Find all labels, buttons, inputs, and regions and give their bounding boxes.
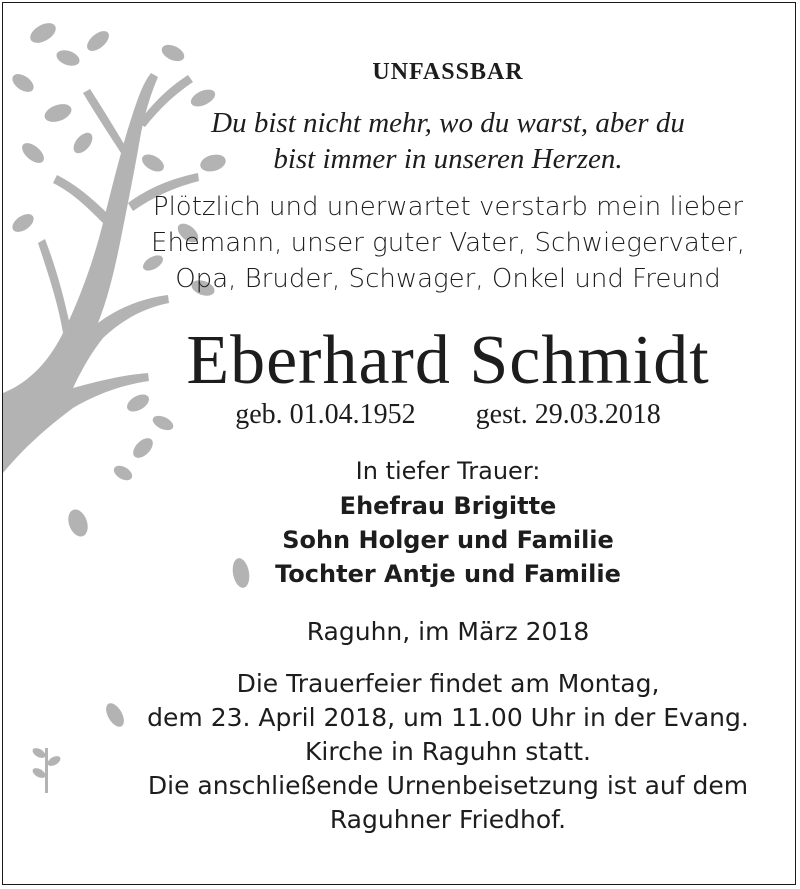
mourner: Tochter Antje und Familie bbox=[275, 560, 621, 588]
quote-line: bist immer in unseren Herzen. bbox=[273, 143, 623, 175]
mourner: Sohn Holger und Familie bbox=[282, 526, 614, 554]
heading: UNFASSBAR bbox=[372, 59, 524, 85]
deceased-name: Eberhard Schmidt bbox=[186, 322, 710, 399]
funeral-line: Die Trauerfeier findet am Montag, bbox=[236, 669, 660, 698]
funeral-line: Die anschließende Urnenbeisetzung ist auf dem bbox=[147, 771, 749, 800]
intro-text bbox=[113, 189, 783, 297]
funeral-line: Kirche in Raguhn statt. bbox=[305, 737, 591, 766]
quote bbox=[113, 105, 783, 177]
funeral-line: Raguhner Friedhof. bbox=[329, 805, 567, 834]
mourning-label: In tiefer Trauer: bbox=[355, 457, 541, 485]
intro-line: Opa, Bruder, Schwager, Onkel und Freund bbox=[175, 264, 721, 294]
life-dates bbox=[113, 399, 783, 431]
birth-date: geb. 01.04.1952 bbox=[235, 399, 416, 430]
intro-line: Ehemann, unser guter Vater, Schwiegervater, bbox=[151, 228, 745, 258]
funeral-info bbox=[113, 667, 783, 837]
quote-line: Du bist nicht mehr, wo du warst, aber du bbox=[211, 107, 685, 139]
intro-line: Plötzlich und unerwartet verstarb mein lieber bbox=[152, 192, 744, 222]
obituary-frame bbox=[2, 2, 796, 885]
place-date: Raguhn, im März 2018 bbox=[306, 617, 590, 646]
mourners-list bbox=[113, 489, 783, 591]
mourner: Ehefrau Brigitte bbox=[339, 492, 557, 520]
death-date: gest. 29.03.2018 bbox=[475, 399, 661, 430]
funeral-line: dem 23. April 2018, um 11.00 Uhr in der Evang. bbox=[147, 703, 749, 732]
